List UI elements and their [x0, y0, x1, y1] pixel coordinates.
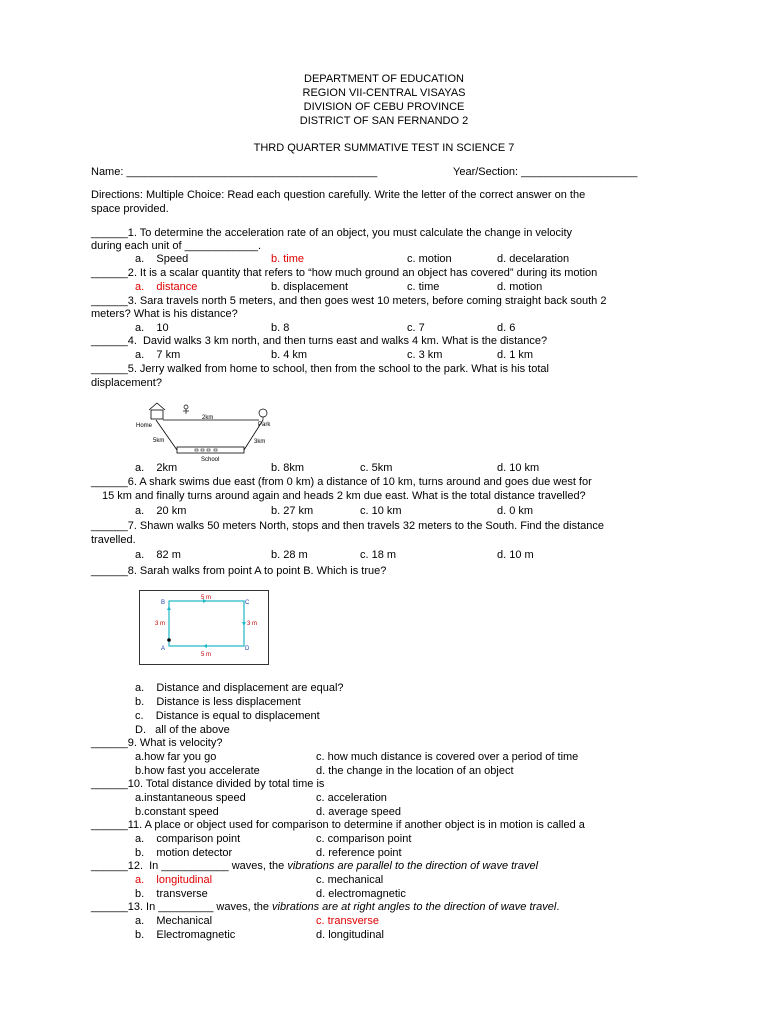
q1-option-c: c. motion [407, 253, 452, 265]
label-3km: 3km [254, 439, 266, 445]
question-10-text: ______10. Total distance divided by total time is [91, 778, 325, 790]
route-home-school [156, 420, 177, 450]
directions-line-2: space provided. [91, 203, 169, 215]
question-3-text: ______3. Sara travels north 5 meters, and then goes west 10 meters, before coming straight back south 2 [91, 295, 607, 307]
q5-option-c: c. 5km [360, 462, 393, 474]
header-department: DEPARTMENT OF EDUCATION [304, 73, 464, 85]
q12-option-a: a. longitudinal [135, 874, 213, 886]
q11-option-d: d. reference point [316, 847, 402, 859]
q8-option-b: b. Distance is less displacement [135, 696, 301, 708]
label-left-3m: 3 m [155, 621, 166, 627]
q11-option-c: c. comparison point [316, 833, 412, 845]
q13-option-d: d. longitudinal [316, 929, 384, 941]
label-school: School [201, 457, 220, 463]
q10-option-c: c. acceleration [316, 792, 387, 804]
q10-option-a: a.instantaneous speed [135, 792, 246, 804]
question-12-italic: vibrations are parallel to the direction of wave travel [287, 860, 539, 872]
point-b-label: B [161, 600, 166, 606]
q11-option-b: b. motion detector [135, 847, 233, 859]
question-5-text-2: displacement? [91, 377, 162, 389]
q11-option-a: a. comparison point [135, 833, 241, 845]
header-district: DISTRICT OF SAN FERNANDO 2 [299, 115, 469, 127]
label-top-5m: 5 m [201, 595, 212, 601]
q6-option-c: c. 10 km [360, 505, 402, 517]
q3-option-b: b. 8 [271, 322, 290, 334]
label-2km: 2km [202, 415, 214, 421]
question-2-text: ______2. It is a scalar quantity that refers to “how much ground an object has covered” during its motion [91, 267, 598, 279]
question-6-text: ______6. A shark swims due east (from 0 km) a distance of 10 km, turns around and goes due west for [91, 476, 592, 488]
q6-option-b: b. 27 km [271, 505, 314, 517]
question-12-stem: ______12. In ___________ waves, the [91, 860, 288, 872]
q6-option-a: a. 20 km [135, 505, 187, 517]
q2-option-c: c. time [407, 281, 440, 293]
q9-option-c: c. how much distance is covered over a period of time [316, 751, 579, 763]
q3-option-a: a. 10 [135, 322, 169, 334]
header-division: DIVISION OF CEBU PROVINCE [303, 101, 465, 113]
label-home: Home [136, 423, 153, 429]
question-13-end: . [556, 901, 560, 913]
question-4-text: ______4. David walks 3 km north, and then turns east and walks 4 km. What is the distance? [91, 335, 548, 347]
person-icon [183, 405, 189, 414]
q10-option-d: d. average speed [316, 806, 402, 818]
question-11-text: ______11. A place or object used for comparison to determine if another object is in motion is called a [91, 819, 585, 831]
q10-option-b: b.constant speed [135, 806, 219, 818]
park-tree-icon [259, 409, 267, 420]
q12-option-c: c. mechanical [316, 874, 384, 886]
question-1-text: ______1. To determine the acceleration rate of an object, you must calculate the change in velocity [91, 227, 573, 239]
q12-option-d: d. electromagnetic [316, 888, 406, 900]
label-bottom-5m: 5 m [201, 652, 212, 658]
q12-option-b: b. transverse [135, 888, 208, 900]
q1-option-a: a. Speed [135, 253, 189, 265]
question-9-text: ______9. What is velocity? [91, 737, 223, 749]
q7-option-d: d. 10 m [497, 549, 534, 561]
q7-option-c: c. 18 m [360, 549, 397, 561]
q4-option-b: b. 4 km [271, 349, 308, 361]
label-5km: 5km [153, 438, 165, 444]
start-point-dot [167, 638, 171, 642]
q8-option-d: D. all of the above [135, 724, 230, 736]
question-8-text: ______8. Sarah walks from point A to point B. Which is true? [91, 565, 387, 577]
q6-option-d: d. 0 km [497, 505, 534, 517]
question-13-text [91, 900, 559, 914]
q4-option-a: a. 7 km [135, 349, 181, 361]
q2-option-d: d. motion [497, 281, 543, 293]
question-12-text [91, 859, 538, 873]
question-7-text: ______7. Shawn walks 50 meters North, stops and then travels 32 meters to the South. Find the distance [91, 520, 605, 532]
question-3-text-2: meters? What is his distance? [91, 308, 238, 320]
q13-option-b: b. Electromagnetic [135, 929, 236, 941]
q1-option-b: b. time [271, 253, 305, 265]
label-park: Park [258, 422, 271, 428]
q3-option-d: d. 6 [497, 322, 516, 334]
question-13-italic: vibrations are at right angles to the direction of wave travel [272, 901, 557, 913]
q7-option-a: a. 82 m [135, 549, 181, 561]
home-school-park-diagram [132, 398, 292, 466]
q4-option-c: c. 3 km [407, 349, 443, 361]
q9-option-b: b.how fast you accelerate [135, 765, 260, 777]
q8-option-c: c. Distance is equal to displacement [135, 710, 320, 722]
q5-option-a: a. 2km [135, 462, 178, 474]
question-5-text: ______5. Jerry walked from home to school, then from the school to the park. What is his total [91, 363, 549, 375]
q5-option-b: b. 8km [271, 462, 305, 474]
q1-option-d: d. decelaration [497, 253, 570, 265]
point-c-label: C [245, 600, 250, 606]
q13-option-a: a. Mechanical [135, 915, 213, 927]
point-a-label: A [161, 646, 166, 652]
rectangle-path-diagram [139, 590, 269, 665]
q5-option-d: d. 10 km [497, 462, 540, 474]
q7-option-b: b. 28 m [271, 549, 308, 561]
year-section-field-label: Year/Section: ___________________ [453, 166, 638, 178]
q13-option-c: c. transverse [316, 915, 379, 927]
q2-option-a: a. distance [135, 281, 198, 293]
question-7-text-2: travelled. [91, 534, 136, 546]
q3-option-c: c. 7 [407, 322, 425, 334]
question-6-text-2: 15 km and finally turns around again and heads 2 km due east. What is the total distance travelled? [102, 490, 586, 502]
label-right-3m: 3 m [247, 621, 258, 627]
q8-option-a: a. Distance and displacement are equal? [135, 682, 344, 694]
question-13-stem: ______13. In _________ waves, the [91, 901, 273, 913]
header-region: REGION VII-CENTRAL VISAYAS [302, 87, 466, 99]
house-icon [149, 403, 165, 419]
directions-line-1: Directions: Multiple Choice: Read each question carefully. Write the letter of the correct answer on the [91, 189, 586, 201]
question-1-text-2: during each unit of ____________. [91, 240, 262, 252]
q4-option-d: d. 1 km [497, 349, 534, 361]
test-title: THRD QUARTER SUMMATIVE TEST IN SCIENCE 7 [253, 142, 515, 154]
q2-option-b: b. displacement [271, 281, 349, 293]
q9-option-a: a.how far you go [135, 751, 217, 763]
school-building-icon [177, 447, 244, 453]
q9-option-d: d. the change in the location of an object [316, 765, 514, 777]
point-d-label: D [245, 646, 250, 652]
name-field-label: Name: _________________________________________ [91, 166, 378, 178]
